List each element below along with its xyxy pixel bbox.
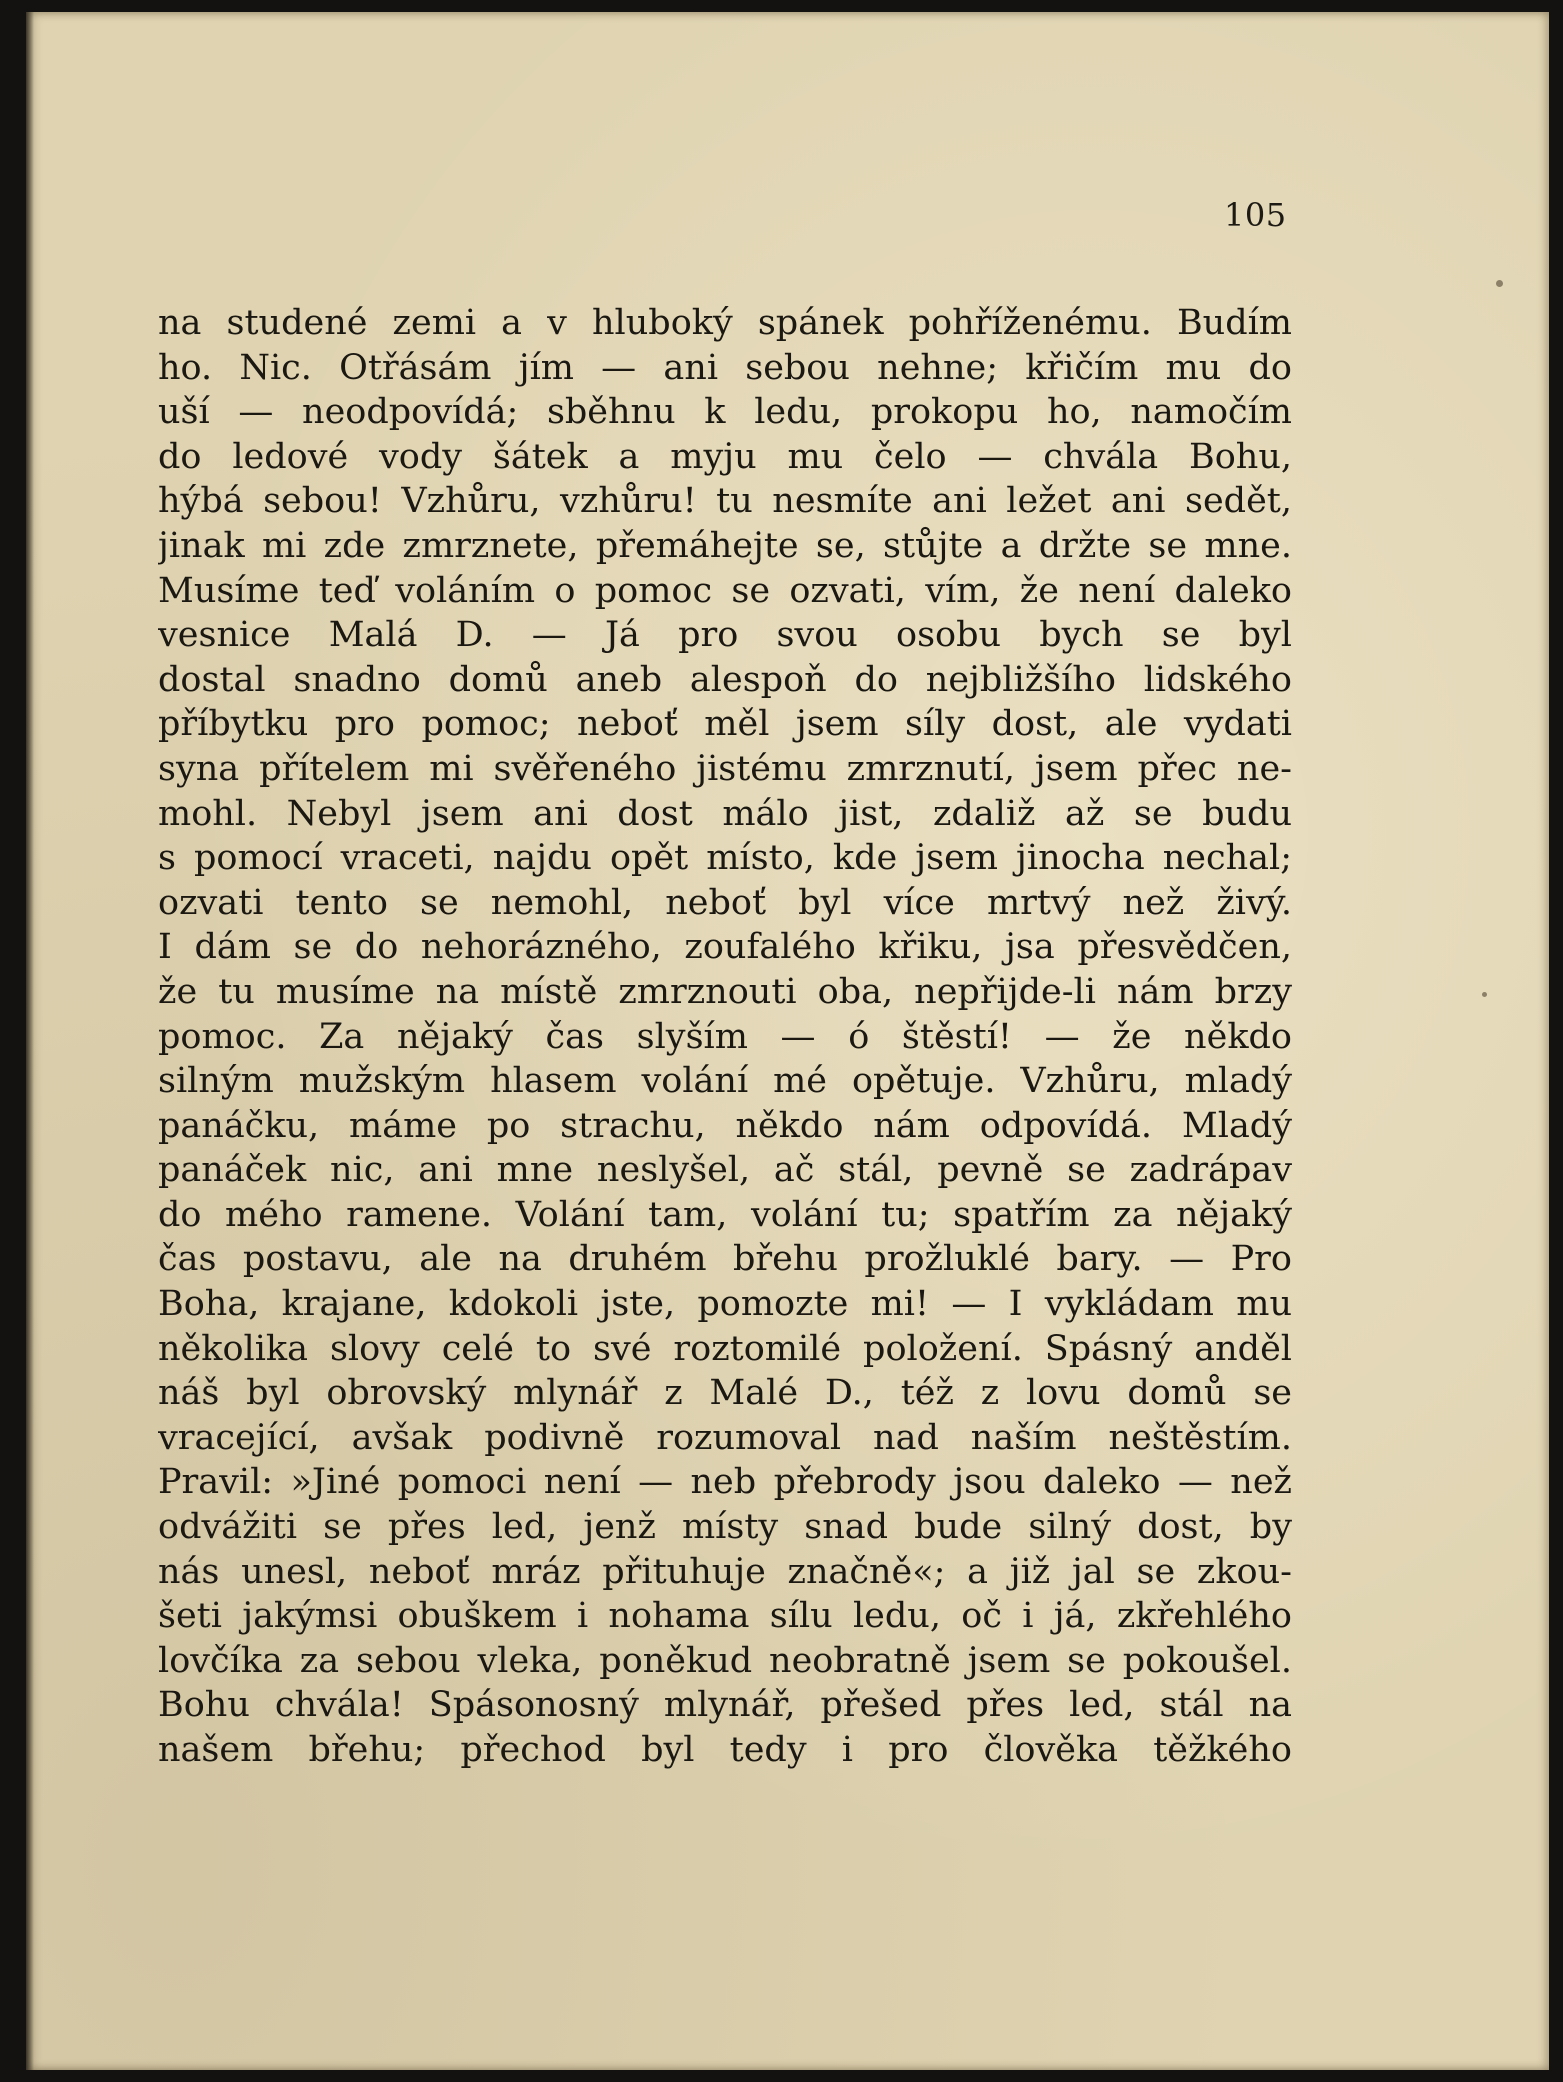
text-line: vracející, avšak podivně rozumoval nad naším neštěstím. [158,1417,1292,1458]
text-line: našem břehu; přechod byl tedy i pro člověka těžkého [158,1730,1292,1770]
text-line: pomoc. Za nějaký čas slyším — ó štěstí! — že někdo [158,1016,1292,1057]
text-line: odvážiti se přes led, jenž místy snad bude silný dost, by [158,1507,1292,1548]
text-line: s pomocí vraceti, najdu opět místo, kde jsem jinocha nechal; [158,838,1292,879]
text-line: syna přítelem mi svěřeného jistému zmrznutí, jsem přec ne- [158,748,1292,789]
text-line: na studené zemi a v hluboký spánek pohříženému. Budím [158,303,1292,343]
text-line: mohl. Nebyl jsem ani dost málo jist, zdaliž až se budu [158,793,1292,834]
text-line: panáček nic, ani mne neslyšel, ač stál, pevně se zadrápav [158,1150,1292,1191]
text-line: vesnice Malá D. — Já pro svou osobu bych se byl [158,615,1292,656]
text-line: nás unesl, neboť mráz přituhuje značně«; a již jal se zkou- [158,1551,1292,1592]
text-line: náš byl obrovský mlynář z Malé D., též z lovu domů se [158,1373,1292,1414]
paper-speck [1496,280,1503,287]
text-line: ozvati tento se nemohl, neboť byl více mrtvý než živý. [158,882,1292,923]
text-line: dostal snadno domů aneb alespoň do nejbližšího lidského [158,659,1292,700]
text-line: příbytku pro pomoc; neboť měl jsem síly dost, ale vydati [158,704,1292,745]
text-line: do ledové vody šátek a myju mu čelo — chvála Bohu, [158,436,1292,477]
text-line: čas postavu, ale na druhém břehu prožluklé bary. — Pro [158,1239,1292,1280]
text-line: silným mužským hlasem volání mé opětuje. Vzhůru, mladý [158,1061,1292,1102]
text-line: několika slovy celé to své roztomilé položení. Spásný anděl [158,1328,1292,1369]
text-line: do mého ramene. Volání tam, volání tu; spatřím za nějaký [158,1194,1292,1235]
text-line: panáčku, máme po strachu, někdo nám odpovídá. Mladý [158,1105,1292,1146]
paper-speck [1482,992,1487,997]
text-line: Pravil: »Jiné pomoci není — neb přebrody jsou daleko — než [158,1462,1292,1503]
text-line: lovčíka za sebou vleka, poněkud neobratně jsem se pokoušel. [158,1640,1292,1681]
text-line: I dám se do nehorázného, zoufalého křiku, jsa přesvědčen, [158,927,1292,968]
text-line: ho. Nic. Otřásám jím — ani sebou nehne; křičím mu do [158,347,1292,388]
text-line: uší — neodpovídá; sběhnu k ledu, prokopu ho, namočím [158,392,1292,433]
book-spine-shadow [26,12,34,2070]
text-line: jinak mi zde zmrznete, přemáhejte se, stůjte a držte se mne. [158,525,1292,566]
text-line: šeti jakýmsi obuškem i nohama sílu ledu, oč i já, zkřehlého [158,1596,1292,1637]
text-line: Boha, krajane, kdokoli jste, pomozte mi! — I vykládam mu [158,1284,1292,1325]
text-line: hýbá sebou! Vzhůru, vzhůru! tu nesmíte ani ležet ani sedět, [158,481,1292,522]
page-number: 105 [1224,196,1287,234]
body-text [158,301,1292,1773]
text-line: Bohu chvála! Spásonosný mlynář, přešed přes led, stál na [158,1685,1292,1726]
text-line: Musíme teď voláním o pomoc se ozvati, vím, že není daleko [158,570,1292,611]
text-line: že tu musíme na místě zmrznouti oba, nepřijde-li nám brzy [158,971,1292,1012]
